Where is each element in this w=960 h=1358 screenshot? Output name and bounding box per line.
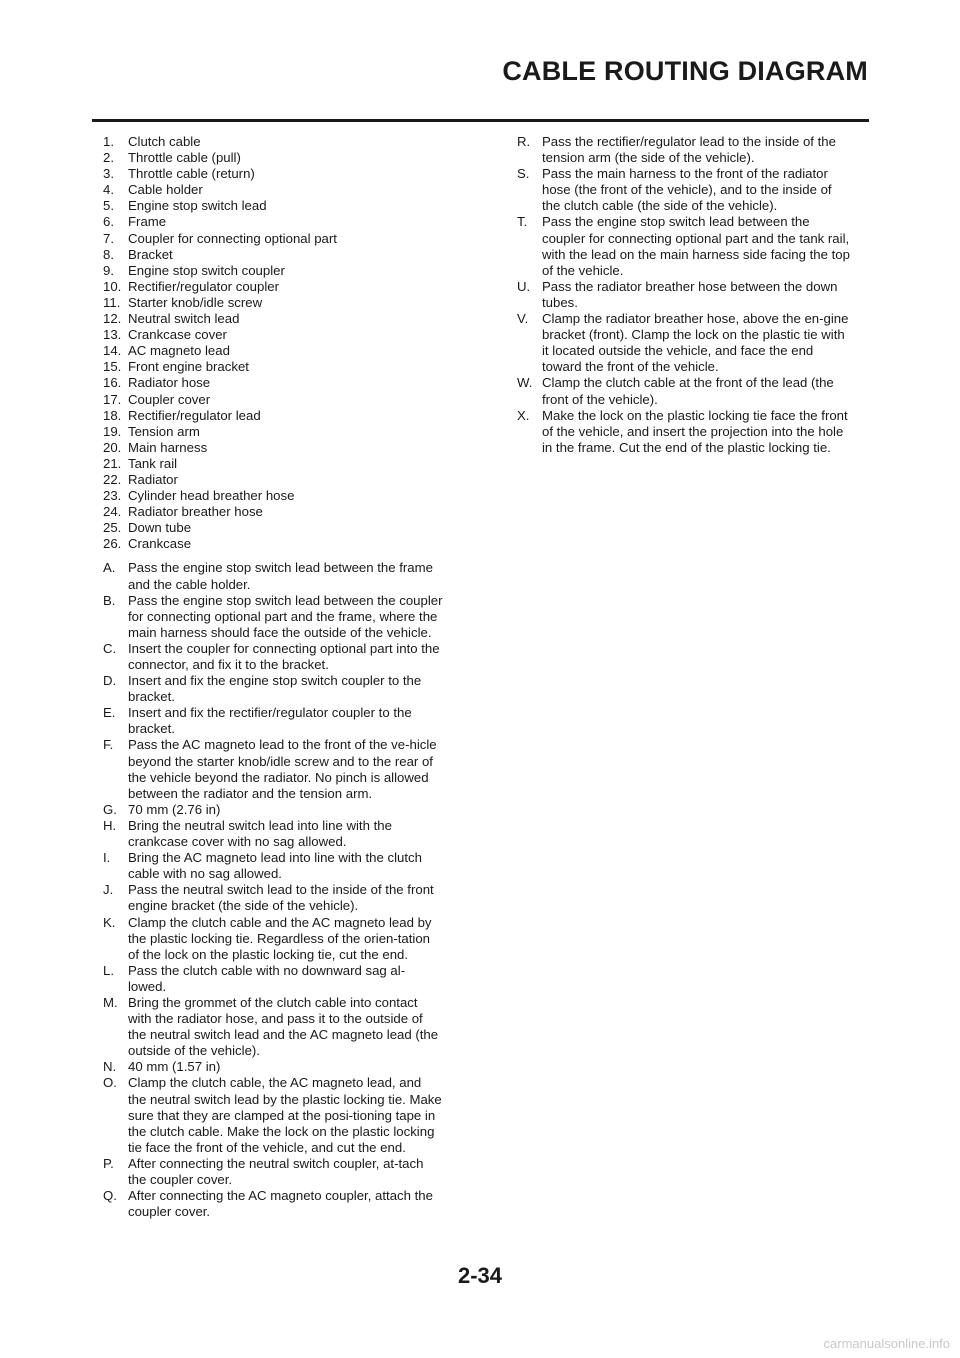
part-item-label: 17.: [103, 391, 122, 407]
routing-note: [103, 963, 443, 995]
routing-note-text: Insert and fix the engine stop switch coupler to the bracket.: [128, 673, 422, 705]
routing-note: [517, 214, 853, 278]
routing-note-text: Pass the rectifier/regulator lead to the inside of the tension arm (the side of the vehicle).: [542, 134, 836, 166]
title-divider: [92, 119, 869, 122]
routing-notes-right: [517, 134, 853, 456]
part-item-text: Neutral switch lead: [128, 311, 240, 327]
part-item-label: 13.: [103, 327, 122, 343]
part-item-text: Crankcase: [128, 536, 192, 552]
routing-note: [103, 705, 443, 737]
routing-note: [517, 134, 853, 166]
part-item-text: Frame: [128, 214, 167, 230]
part-item: [103, 150, 443, 166]
routing-notes-left: [103, 560, 443, 1220]
routing-note-text: 70 mm (2.76 in): [128, 801, 221, 817]
routing-note-label: L.: [103, 962, 114, 978]
routing-note-text: Clamp the clutch cable and the AC magneto lead by the plastic locking tie. Regardless of the orien-tation of the lock on the plastic locking tie, cut the end.: [128, 914, 432, 962]
part-item-label: 5.: [103, 198, 114, 214]
part-item-label: 12.: [103, 311, 122, 327]
routing-note-text: Pass the AC magneto lead to the front of the ve-hicle beyond the starter knob/idle screw and to the rear of the vehicle beyond the radiator. No pinch is allowed between the radiator and the tension arm.: [128, 737, 437, 801]
part-item: [103, 504, 443, 520]
part-item-label: 4.: [103, 182, 114, 198]
routing-note-text: Make the lock on the plastic locking tie face the front of the vehicle, and insert the projection into the hole in the frame. Cut the end of the plastic locking tie.: [542, 407, 848, 455]
part-item-text: Throttle cable (return): [128, 166, 255, 182]
part-item: [103, 408, 443, 424]
routing-note-label: K.: [103, 914, 116, 930]
routing-note-label: H.: [103, 817, 117, 833]
part-item: [103, 520, 443, 536]
part-item-text: Main harness: [128, 439, 208, 455]
routing-note-label: M.: [103, 994, 118, 1010]
part-item-label: 7.: [103, 230, 114, 246]
routing-note: [103, 1075, 443, 1155]
routing-note: [517, 408, 853, 456]
right-column: [517, 134, 853, 456]
part-item: [103, 472, 443, 488]
routing-note: [103, 995, 443, 1059]
routing-note: [103, 560, 443, 592]
part-item-label: 6.: [103, 214, 114, 230]
routing-note-label: A.: [103, 560, 116, 576]
routing-note: [103, 882, 443, 914]
routing-note-label: D.: [103, 673, 117, 689]
routing-note-text: Pass the main harness to the front of the radiator hose (the front of the vehicle), and to the inside of the clutch cable (the side of the vehicle).: [542, 166, 832, 214]
part-item: [103, 375, 443, 391]
part-item-text: Starter knob/idle screw: [128, 294, 263, 310]
part-item: [103, 263, 443, 279]
part-item-label: 15.: [103, 359, 122, 375]
routing-note-label: W.: [517, 375, 533, 391]
routing-note-text: Clamp the clutch cable, the AC magneto lead, and the neutral switch lead by the plastic locking tie. Make sure that they are clamped at the posi-tioning tape in the clutch cable. Make the lock on the plastic locking tie face the front of the vehicle, and cut the end.: [128, 1075, 442, 1155]
routing-note: [103, 915, 443, 963]
part-item: [103, 134, 443, 150]
left-column: [103, 134, 443, 1220]
part-item-label: 21.: [103, 455, 122, 471]
part-item: [103, 295, 443, 311]
part-item-text: Rectifier/regulator coupler: [128, 278, 279, 294]
part-item: [103, 247, 443, 263]
part-item-text: Coupler for connecting optional part: [128, 230, 337, 246]
part-item-text: Bracket: [128, 246, 173, 262]
routing-note-text: Insert the coupler for connecting optional part into the connector, and fix it to the bracket.: [128, 640, 440, 672]
routing-note: [103, 737, 443, 801]
routing-note-text: Clamp the radiator breather hose, above the en-gine bracket (front). Clamp the lock on the plastic tie with it located outside the vehicle, and face the end toward the front of the vehicle.: [542, 311, 849, 375]
routing-note-label: Q.: [103, 1188, 117, 1204]
part-item-label: 14.: [103, 343, 122, 359]
routing-note-text: Pass the engine stop switch lead between the frame and the cable holder.: [128, 560, 433, 592]
routing-note-label: S.: [517, 166, 530, 182]
routing-note-label: R.: [517, 134, 531, 149]
part-item-label: 8.: [103, 246, 114, 262]
parts-list: [103, 134, 443, 552]
routing-note-label: P.: [103, 1155, 114, 1171]
routing-note: [103, 818, 443, 850]
routing-note: [103, 850, 443, 882]
routing-note: [103, 1059, 443, 1075]
routing-note: [517, 166, 853, 214]
routing-note-label: U.: [517, 278, 531, 294]
routing-note-text: After connecting the neutral switch coupler, at-tach the coupler cover.: [128, 1155, 424, 1187]
routing-note: [103, 673, 443, 705]
routing-note: [103, 593, 443, 641]
part-item-text: Throttle cable (pull): [128, 150, 241, 166]
part-item-label: 25.: [103, 520, 122, 536]
part-item-label: 18.: [103, 407, 122, 423]
routing-note-label: F.: [103, 737, 114, 753]
part-item-label: 9.: [103, 262, 114, 278]
part-item: [103, 440, 443, 456]
part-item-label: 22.: [103, 471, 122, 487]
routing-note-label: X.: [517, 407, 530, 423]
routing-note-text: After connecting the AC magneto coupler, attach the coupler cover.: [128, 1188, 433, 1220]
part-item-label: 2.: [103, 150, 114, 166]
routing-note-text: Pass the radiator breather hose between the down tubes.: [542, 278, 838, 310]
part-item: [103, 536, 443, 552]
routing-note: [517, 375, 853, 407]
part-item: [103, 231, 443, 247]
routing-note-text: Insert and fix the rectifier/regulator coupler to the bracket.: [128, 705, 412, 737]
routing-note-label: O.: [103, 1075, 117, 1091]
part-item: [103, 424, 443, 440]
watermark: carmanualsonline.info: [823, 1336, 950, 1351]
routing-note-label: V.: [517, 311, 529, 327]
part-item-text: Cable holder: [128, 182, 203, 198]
part-item: [103, 214, 443, 230]
page-title: CABLE ROUTING DIAGRAM: [502, 56, 868, 86]
part-item-text: Down tube: [128, 520, 192, 536]
part-item-text: Coupler cover: [128, 391, 211, 407]
routing-note-text: Bring the neutral switch lead into line with the crankcase cover with no sag allowed.: [128, 817, 392, 850]
routing-note: [517, 311, 853, 375]
routing-note-text: Bring the grommet of the clutch cable into contact with the radiator hose, and pass it to the outside of the neutral switch lead and the AC magneto lead (the outside of the vehicle).: [128, 994, 439, 1059]
part-item: [103, 198, 443, 214]
part-item: [103, 392, 443, 408]
part-item-text: Radiator hose: [128, 375, 211, 391]
part-item: [103, 166, 443, 182]
part-item: [103, 311, 443, 327]
routing-note-text: 40 mm (1.57 in): [128, 1059, 221, 1075]
routing-note: [103, 802, 443, 818]
routing-note-text: Pass the clutch cable with no downward sag al-lowed.: [128, 962, 406, 994]
routing-note-label: E.: [103, 705, 116, 721]
part-item-text: AC magneto lead: [128, 343, 230, 359]
routing-note-label: G.: [103, 801, 117, 817]
routing-note-label: I.: [103, 850, 111, 866]
part-item-label: 11.: [103, 294, 121, 310]
part-item-label: 3.: [103, 166, 114, 182]
part-item-text: Engine stop switch lead: [128, 198, 267, 214]
part-item: [103, 327, 443, 343]
part-item-text: Tension arm: [128, 423, 200, 439]
part-item: [103, 488, 443, 504]
part-item-text: Crankcase cover: [128, 327, 227, 343]
routing-note: [103, 641, 443, 673]
part-item-text: Tank rail: [128, 455, 178, 471]
part-item: [103, 456, 443, 472]
routing-note-text: Pass the neutral switch lead to the inside of the front engine bracket (the side of the vehicle).: [128, 882, 434, 914]
part-item-label: 20.: [103, 439, 122, 455]
routing-note-text: Clamp the clutch cable at the front of the lead (the front of the vehicle).: [542, 375, 834, 407]
part-item-text: Engine stop switch coupler: [128, 262, 285, 278]
part-item-label: 23.: [103, 488, 122, 504]
part-item-label: 19.: [103, 423, 122, 439]
routing-note-text: Bring the AC magneto lead into line with the clutch cable with no sag allowed.: [128, 850, 422, 882]
routing-note: [103, 1156, 443, 1188]
part-item-text: Cylinder head breather hose: [128, 488, 295, 504]
part-item-label: 1.: [103, 134, 114, 149]
routing-note-label: N.: [103, 1059, 117, 1075]
routing-note-label: T.: [517, 214, 528, 230]
routing-note: [103, 1188, 443, 1220]
part-item-text: Rectifier/regulator lead: [128, 407, 261, 423]
part-item-label: 26.: [103, 536, 122, 552]
part-item-text: Front engine bracket: [128, 359, 249, 375]
routing-note-text: Pass the engine stop switch lead between the coupler for connecting optional part and the tank rail, with the lead on the main harness side facing the top of the vehicle.: [542, 214, 850, 278]
part-item-text: Radiator breather hose: [128, 504, 263, 520]
part-item-text: Radiator: [128, 471, 178, 487]
part-item-label: 10.: [103, 278, 122, 294]
part-item: [103, 279, 443, 295]
part-item: [103, 343, 443, 359]
routing-note-text: Pass the engine stop switch lead between the coupler for connecting optional part and the frame, where the main harness should face the outside of the vehicle.: [128, 592, 443, 640]
routing-note: [517, 279, 853, 311]
routing-note-label: J.: [103, 882, 114, 898]
part-item-label: 16.: [103, 375, 122, 391]
routing-note-label: B.: [103, 592, 116, 608]
routing-note-label: C.: [103, 640, 117, 656]
page-number: 2-34: [457, 1263, 503, 1288]
part-item: [103, 359, 443, 375]
part-item-text: Clutch cable: [128, 134, 201, 149]
part-item-label: 24.: [103, 504, 122, 520]
part-item: [103, 182, 443, 198]
